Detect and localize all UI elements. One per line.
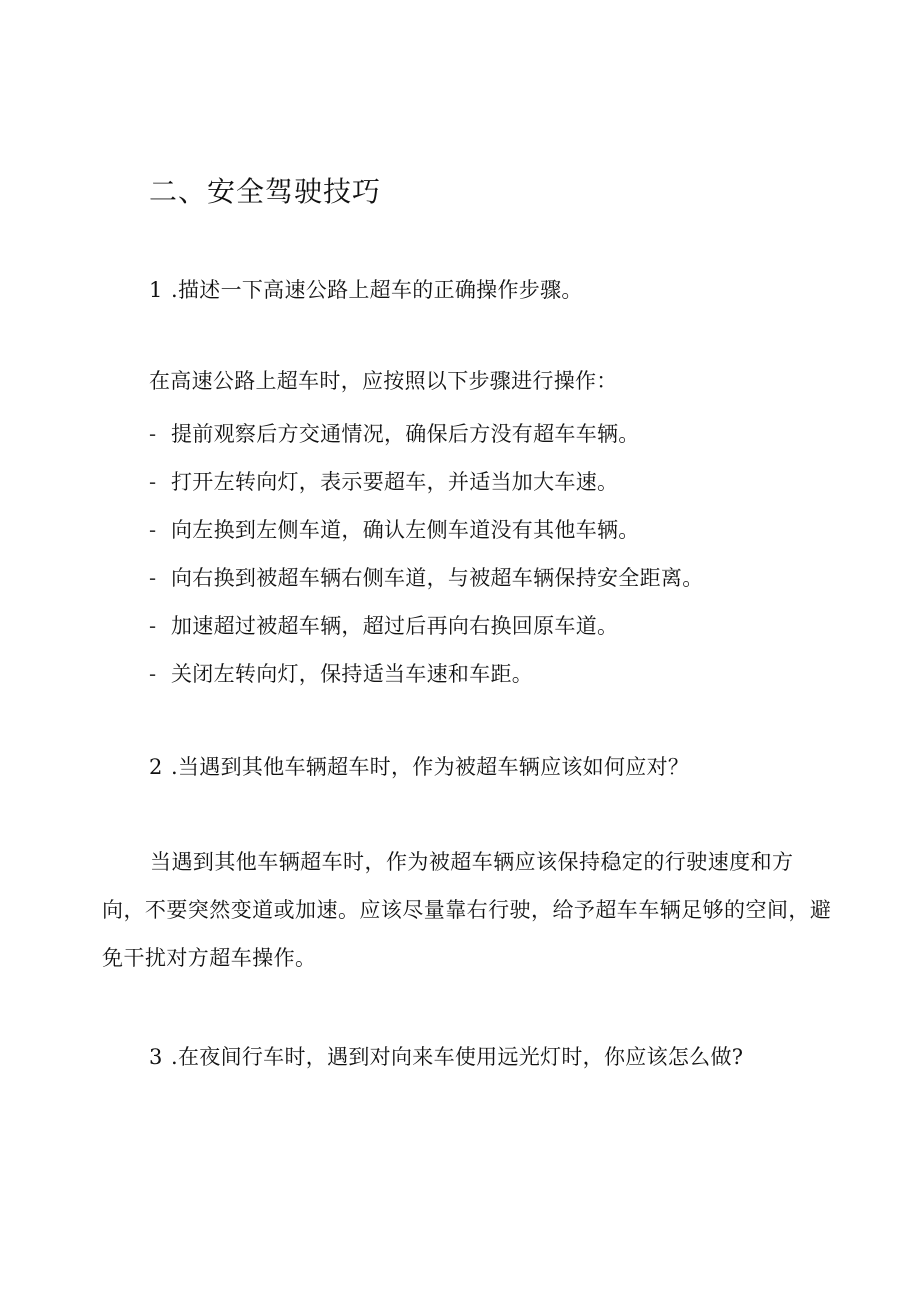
answer-2-paragraph: 当遇到其他车辆超车时，作为被超车辆应该保持稳定的行驶速度和方向，不要突然变道或加速。应该尽量靠右行驶，给予超车车辆足够的空间，避免干扰对方超车操作。 bbox=[102, 850, 832, 970]
bullet-dash: - bbox=[149, 518, 157, 542]
step-text: 加速超过被超车辆，超过后再向右换回原车道。 bbox=[171, 614, 619, 638]
question-3 bbox=[149, 1040, 829, 1074]
list-item bbox=[149, 650, 829, 698]
step-text: 向右换到被超车辆右侧车道，与被超车辆保持安全距离。 bbox=[171, 566, 704, 590]
bullet-dash: - bbox=[149, 662, 157, 686]
list-item bbox=[149, 458, 829, 506]
question-2 bbox=[149, 750, 829, 784]
question-3-text: .在夜间行车时，遇到对向来车使用远光灯时，你应该怎么做? bbox=[171, 1045, 744, 1069]
question-2-text: .当遇到其他车辆超车时，作为被超车辆应该如何应对？ bbox=[171, 755, 690, 779]
bullet-dash: - bbox=[149, 422, 157, 446]
step-text: 关闭左转向灯，保持适当车速和车距。 bbox=[171, 662, 534, 686]
step-text: 向左换到左侧车道，确认左侧车道没有其他车辆。 bbox=[171, 518, 640, 542]
list-item bbox=[149, 410, 829, 458]
list-item bbox=[149, 506, 829, 554]
question-3-number: 3 bbox=[149, 1045, 163, 1069]
bullet-dash: - bbox=[149, 470, 157, 494]
question-1 bbox=[149, 273, 829, 307]
list-item bbox=[149, 554, 829, 602]
list-item bbox=[149, 602, 829, 650]
bullet-dash: - bbox=[149, 566, 157, 590]
step-text: 打开左转向灯，表示要超车，并适当加大车速。 bbox=[171, 470, 619, 494]
answer-1-intro: 在高速公路上超车时，应按照以下步骤进行操作： bbox=[149, 369, 618, 393]
bullet-dash: - bbox=[149, 614, 157, 638]
answer-1-step-list bbox=[149, 410, 829, 698]
step-text: 提前观察后方交通情况，确保后方没有超车车辆。 bbox=[171, 422, 640, 446]
section-title: 二、安全驾驶技巧 bbox=[149, 175, 382, 208]
question-1-text: .描述一下高速公路上超车的正确操作步骤。 bbox=[171, 278, 583, 302]
question-1-number: 1 bbox=[149, 278, 163, 302]
question-2-number: 2 bbox=[149, 755, 163, 779]
